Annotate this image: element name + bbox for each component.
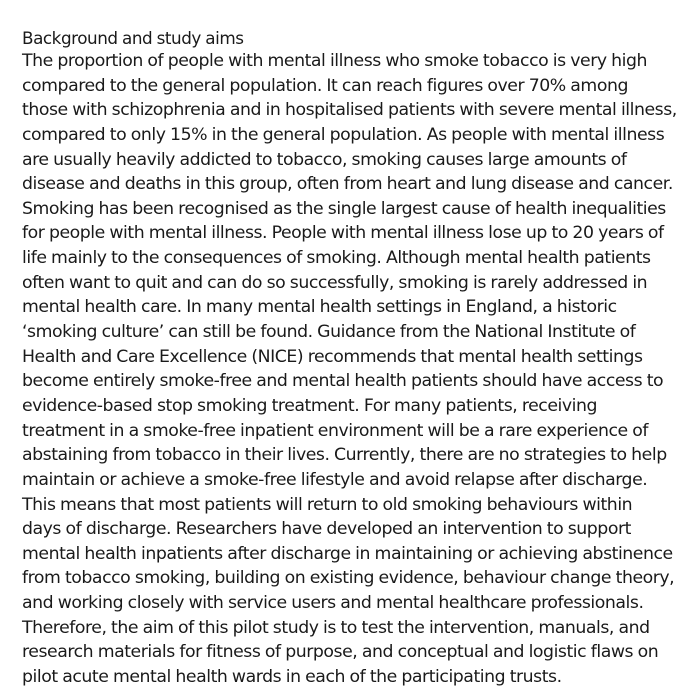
paragraph-line: compared to only 15% in the general population. As people with mental illness xyxy=(22,124,665,145)
paragraph-line: treatment in a smoke-free inpatient environment will be a rare experience of xyxy=(22,420,649,441)
paragraph-line: Therefore, the aim of this pilot study is to test the intervention, manuals, and xyxy=(22,617,650,638)
paragraph-line: disease and deaths in this group, often from heart and lung disease and cancer. xyxy=(22,174,673,195)
paragraph-line: research materials for fitness of purpose, and conceptual and logistic flaws on xyxy=(22,642,659,663)
paragraph-line: from tobacco smoking, building on existing evidence, behaviour change theory, xyxy=(22,568,675,589)
paragraph-line: The proportion of people with mental illness who smoke tobacco is very high xyxy=(22,51,648,71)
body-paragraph xyxy=(22,49,692,690)
paragraph-line: for people with mental illness. People with mental illness lose up to 20 years of xyxy=(22,223,664,244)
paragraph-line: days of discharge. Researchers have developed an intervention to support xyxy=(22,519,631,540)
paragraph-line: maintain or achieve a smoke-free lifestyle and avoid relapse after discharge. xyxy=(22,469,648,490)
paragraph-line: life mainly to the consequences of smoking. Although mental health patients xyxy=(22,248,651,269)
document-page xyxy=(22,27,692,690)
paragraph-line: often want to quit and can do so successfully, smoking is rarely addressed in xyxy=(22,272,648,293)
paragraph-line: Smoking has been recognised as the single largest cause of health inequalities xyxy=(22,198,666,219)
paragraph-line: ‘smoking culture’ can still be found. Guidance from the National Institute of xyxy=(22,322,636,343)
paragraph-line: mental health care. In many mental health settings in England, a historic xyxy=(22,297,617,318)
section-heading: Background and study aims xyxy=(22,28,244,48)
paragraph-line: become entirely smoke-free and mental health patients should have access to xyxy=(22,371,664,392)
paragraph-line: those with schizophrenia and in hospitalised patients with severe mental illness, xyxy=(22,100,677,121)
paragraph-line: abstaining from tobacco in their lives. Currently, there are no strategies to help xyxy=(22,445,667,466)
paragraph-line: mental health inpatients after discharge in maintaining or achieving abstinence xyxy=(22,543,673,564)
paragraph-line: evidence-based stop smoking treatment. For many patients, receiving xyxy=(22,395,598,416)
paragraph-line: pilot acute mental health wards in each of the participating trusts. xyxy=(22,667,562,688)
paragraph-line: are usually heavily addicted to tobacco, smoking causes large amounts of xyxy=(22,149,627,170)
paragraph-line: Health and Care Excellence (NICE) recommends that mental health settings xyxy=(22,346,643,367)
paragraph-line: This means that most patients will return to old smoking behaviours within xyxy=(22,494,633,515)
paragraph-line: compared to the general population. It can reach figures over 70% among xyxy=(22,75,628,96)
paragraph-line: and working closely with service users and mental healthcare professionals. xyxy=(22,593,644,614)
